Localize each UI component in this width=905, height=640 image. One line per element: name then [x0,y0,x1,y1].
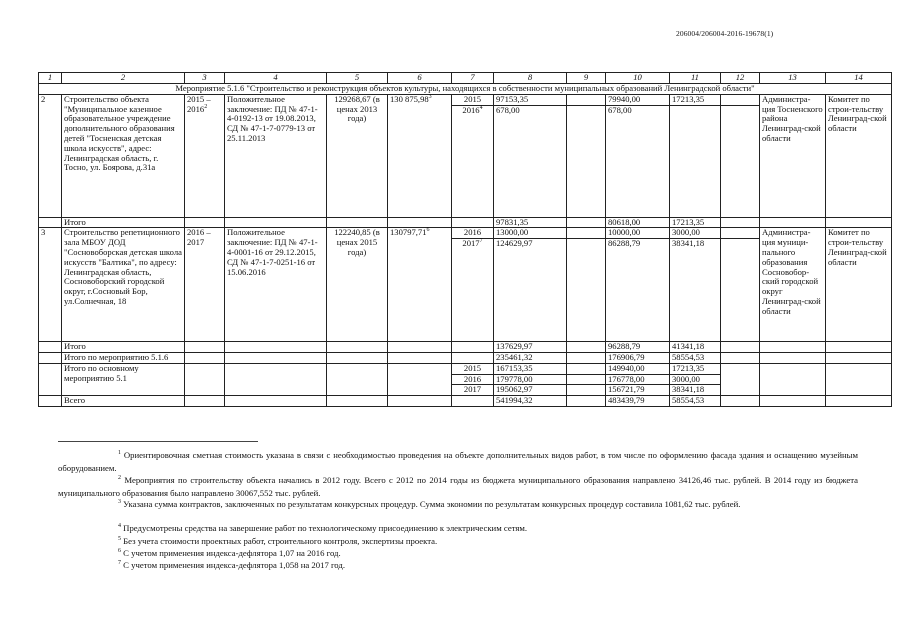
total-value: 137629,97 [494,342,567,353]
regional-value: 38341,18 [670,239,721,342]
year: 2017 [452,385,494,396]
footnote-6: $^6$ С учетом применения индекса-дефлятора 1,07 на 2016 год. [118,548,341,558]
executor: Комитет по строи-тельству Ленинград-ской области [826,228,892,342]
footnote-2: $^2$ Мероприятия по строительству объекта начались в 2012 году. Всего с 2012 по 2014 годы из бюджета муниципального образования направлено 34126,46 тыс. рублей. В 2014 году из бюджета муниципального образования было направлено 30067,552 тыс. рублей. [58,475,859,498]
years: 2015 – 2016$^2$ [185,94,225,217]
municipal-value: 96288,79 [606,342,670,353]
contract-cost: 130797,71$^6$ [388,228,452,342]
total-value: 179778,00 [494,374,567,385]
municipal-value: 79940,00 [606,94,670,105]
municipal-value: 176906,79 [606,352,670,363]
subtotal-label: Итого [62,342,185,353]
approval: Положительное заключение: ПД № 47-1-4-0001-16 от 29.12.2015, СД № 47-1-7-0251-16 от 15.06.2016 [225,228,327,342]
municipal-value: 86288,79 [606,239,670,342]
regional-value: 38341,18 [670,385,721,396]
col-header: 1 [39,73,62,84]
regional-value: 58554,53 [670,352,721,363]
municipal-value: 176778,00 [606,374,670,385]
empty-cell [567,239,606,342]
table-row [39,228,892,239]
estimated-cost: 122240,85 (в ценах 2015 года) [327,228,388,342]
grand-total-label: Всего [62,396,185,407]
approval: Положительное заключение: ПД № 47-1-4-0192-13 от 19.08.2013, СД № 47-1-7-0779-13 от 25.11.2013 [225,94,327,217]
year: 2017$^7$ [452,239,494,342]
empty-cell [567,105,606,217]
regional-value: 17213,35 [670,94,721,105]
total-value: 678,00 [494,105,567,217]
estimated-cost: 129268,67 (в ценах 2013 года) [327,94,388,217]
col-header: 11 [670,73,721,84]
customer: Администра-ция Тосненского района Ленинград-ской области [760,94,826,217]
municipal-value: 10000,00 [606,228,670,239]
year: 2016$^4$ [452,105,494,217]
municipal-value: 80618,00 [606,217,670,228]
empty-cell [721,239,760,342]
footnote-divider [58,441,258,442]
year: 2016 [452,228,494,239]
col-header: 14 [826,73,892,84]
municipal-value: 149940,00 [606,363,670,374]
contract-cost: 130 875,98$^3$ [388,94,452,217]
regional-value: 17213,35 [670,363,721,374]
subtotal-label: Итого [62,217,185,228]
municipal-value: 156721,79 [606,385,670,396]
col-header: 3 [185,73,225,84]
program-table [38,72,892,407]
empty-cell [670,105,721,217]
col-header: 8 [494,73,567,84]
subtotal-row [39,363,892,374]
grand-total-row [39,396,892,407]
empty-cell [721,228,760,239]
footnote-4: $^4$ Предусмотрены средства на завершение работ по технологическому присоединению к электрическим сетям. [118,523,528,533]
municipal-value: 483439,79 [606,396,670,407]
subtotal-label: Итого по мероприятию 5.1.6 [62,352,185,363]
document-id: 206004/206004-2016-19678(1) [676,29,774,38]
col-header: 5 [327,73,388,84]
object-name: Строительство объекта "Муниципальное казенное образовательное учреждение дополнительного образования детей "Тосненская детская школа искусств", адрес: Ленинградская область, г. Тосно, ул. Боярова, д.31а [62,94,185,217]
footnote-3: $^3$ Указана сумма контрактов, заключенных по результатам конкурсных процедур. Сумма экономии по результатам конкурсных процедур составила 1081,62 тыс. рублей. [118,499,741,509]
subtotal-row [39,352,892,363]
regional-value: 3000,00 [670,374,721,385]
empty-cell [39,217,62,228]
empty-cell [721,94,760,105]
total-value: 97831,35 [494,217,567,228]
regional-value: 41341,18 [670,342,721,353]
executor: Комитет по строи-тельству Ленинград-ской области [826,94,892,217]
row-number: 2 [39,94,62,217]
total-value: 195062,97 [494,385,567,396]
empty-cell [721,105,760,217]
subtotal-row [39,342,892,353]
footnote-1: $^1$ Ориентировочная сметная стоимость указана в связи с необходимостью проведения на объекте дополнительных видов работ, в том числе по оформлению фасада здания и оснащению музейным оборудованием. [58,450,858,473]
total-value: 235461,32 [494,352,567,363]
col-header: 4 [225,73,327,84]
table-row [39,94,892,105]
col-header: 7 [452,73,494,84]
footnote-5: $^5$ Без учета стоимости проектных работ, строительного контроля, экспертизы проекта. [118,536,438,546]
regional-value: 3000,00 [670,228,721,239]
col-header: 13 [760,73,826,84]
col-header: 2 [62,73,185,84]
object-name: Строительство репетиционного зала МБОУ ДОД "Сосновоборская детская школа искусств "Балтика", по адресу: Ленинградская область, Сосновоборский городской округ, г.Сосновый Бор, ул.Солнечная, 18 [62,228,185,342]
subtotal-label: Итого по основному мероприятию 5.1 [62,363,185,395]
subtotal-row [39,217,892,228]
footnote-7: $^7$ С учетом применения индекса-дефлятора 1,058 на 2017 год. [118,560,345,570]
col-header: 6 [388,73,452,84]
header-row [39,73,892,84]
col-header: 9 [567,73,606,84]
total-value: 541994,32 [494,396,567,407]
section-title: Мероприятие 5.1.6 "Строительство и реконструкция объектов культуры, находящихся в собственности муниципальных образований Ленинградской области" [39,83,892,94]
years: 2016 – 2017 [185,228,225,342]
customer: Администра-ция муници-пального образования Сосновобор-ский городской округ Ленинград-ской области [760,228,826,342]
total-value: 124629,97 [494,239,567,342]
year: 2015 [452,94,494,105]
col-header: 12 [721,73,760,84]
year: 2016 [452,374,494,385]
year: 2015 [452,363,494,374]
municipal-value: 678,00 [606,105,670,217]
total-value: 13000,00 [494,228,567,239]
col-header: 10 [606,73,670,84]
empty-cell [567,94,606,105]
total-value: 97153,35 [494,94,567,105]
regional-value: 17213,35 [670,217,721,228]
empty-cell [567,228,606,239]
total-value: 167153,35 [494,363,567,374]
section-title-row [39,83,892,94]
row-number: 3 [39,228,62,342]
regional-value: 58554,53 [670,396,721,407]
